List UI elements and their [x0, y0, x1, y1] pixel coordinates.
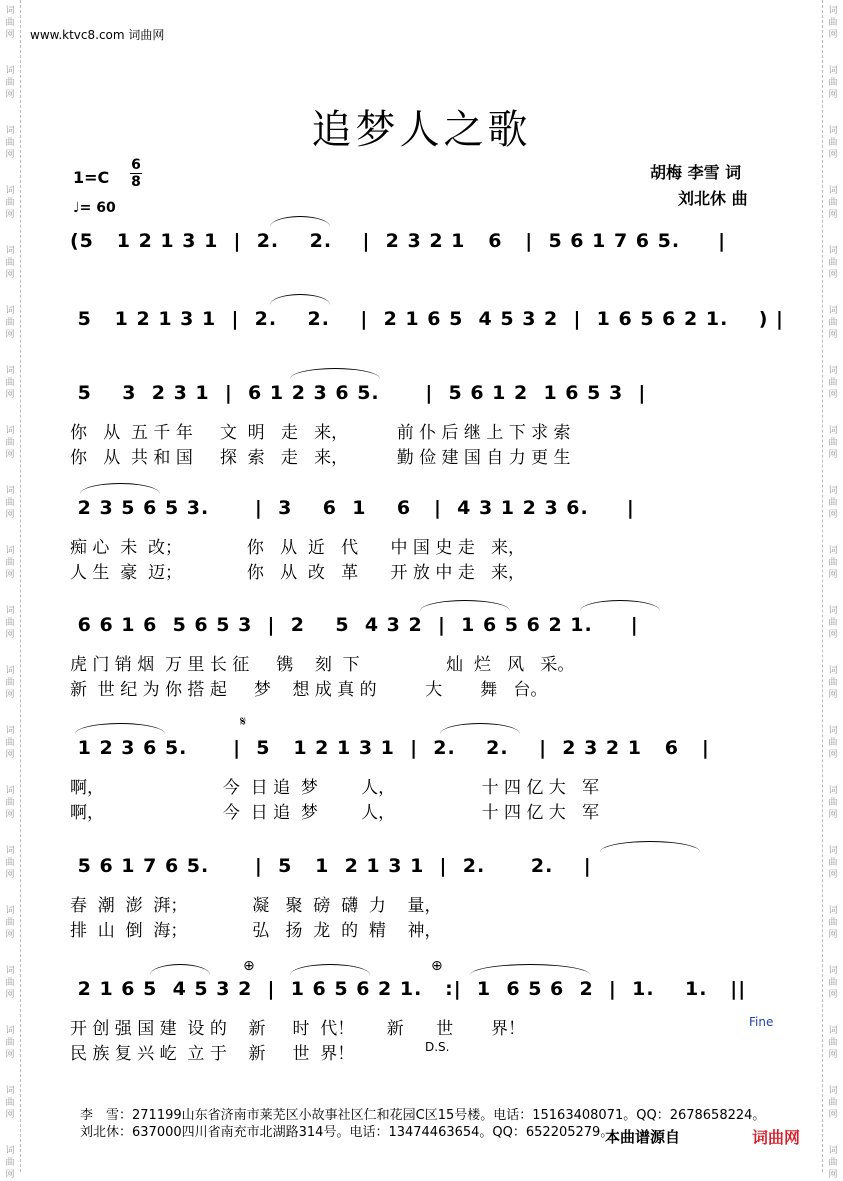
- watermark-text: 词 曲 网: [5, 426, 15, 460]
- watermark-text: 词 曲 网: [5, 1146, 15, 1180]
- watermark-text: 词 曲 网: [828, 246, 838, 280]
- coda-mark-2: ⊕: [431, 958, 443, 974]
- notation-line: [60, 737, 780, 767]
- site-url[interactable]: www.ktvc8.com 词曲网: [30, 28, 165, 42]
- lyric-line-1: 啊， 今 日 追 梦 人， 十 四 亿 大 军: [70, 778, 600, 798]
- coda-mark-1: ⊕: [243, 958, 255, 974]
- watermark-text: 词 曲 网: [828, 1146, 838, 1180]
- right-watermark-strip: [822, 0, 843, 1180]
- watermark-text: 词 曲 网: [5, 906, 15, 940]
- notation-text: 2 3 5 6 5 3. | 3 6 1 6 | 4 3 1 2 3 6. |: [70, 497, 635, 519]
- lyric-line-2: 啊， 今 日 追 梦 人， 十 四 亿 大 军: [70, 803, 600, 823]
- slur: [600, 841, 700, 852]
- watermark-text: 词 曲 网: [828, 1086, 838, 1120]
- watermark-text: 词 曲 网: [5, 1026, 15, 1060]
- time-signature: 6 8: [131, 157, 141, 190]
- watermark-text: 词 曲 网: [828, 1026, 838, 1060]
- watermark-text: 词 曲 网: [5, 966, 15, 1000]
- watermark-text: 词 曲 网: [5, 246, 15, 280]
- song-title: 追梦人之歌: [311, 107, 532, 153]
- watermark-text: 词 曲 网: [5, 486, 15, 520]
- slur: [80, 483, 160, 494]
- lyric-line-2: 排 山 倒 海； 弘 扬 龙 的 精 神，: [70, 921, 442, 941]
- watermark-text: 词 曲 网: [5, 606, 15, 640]
- notation-line: [60, 308, 784, 338]
- lyric-line-1: 开 创 强 国 建 设 的 新 时 代！ 新 世 界！: [70, 1019, 525, 1039]
- lyric-line-2: 你 从 共 和 国 探 索 走 来， 勤 俭 建 国 自 力 更 生: [70, 448, 571, 468]
- notation-line: [60, 382, 780, 412]
- footer-line-1: 李 雪：271199山东省济南市莱芜区小故事社区仁和花园C区15号楼。电话：15163408071。QQ：2678658224。: [80, 1108, 766, 1123]
- watermark-text: 词 曲 网: [5, 366, 15, 400]
- notation-text: 2 1 6 5 4 5 3 2 | 1 6 5 6 2 1. :| 1 6 5 6 2 | 1. 1. ||: [70, 978, 747, 1000]
- slur: [270, 294, 330, 305]
- slur: [440, 723, 520, 734]
- watermark-text: 词 曲 网: [5, 66, 15, 100]
- notation-text: 6 6 1 6 5 6 5 3 | 2 5 4 3 2 | 1 6 5 6 2 1. |: [70, 614, 639, 636]
- watermark-text: 词 曲 网: [828, 6, 838, 40]
- lyric-line-1: 你 从 五 千 年 文 明 走 来， 前 仆 后 继 上 下 求 索: [70, 423, 571, 443]
- watermark-text: 词 曲 网: [828, 606, 838, 640]
- fine-mark: Fine: [749, 1015, 774, 1029]
- notation-text: 1 2 3 6 5. | 5 1 2 1 3 1 | 2. 2. | 2 3 2 1 6 |: [70, 737, 710, 759]
- notation-text: 5 3 2 3 1 | 6 1 2 3 6 5. | 5 6 1 2 1 6 5 3 |: [70, 382, 647, 404]
- watermark-text: 词 曲 网: [828, 966, 838, 1000]
- watermark-text: 词 曲 网: [5, 1086, 15, 1120]
- watermark-text: 词 曲 网: [828, 186, 838, 220]
- lyric-line-1: 痴 心 未 改； 你 从 近 代 中 国 史 走 来，: [70, 538, 525, 558]
- watermark-text: 词 曲 网: [828, 66, 838, 100]
- slur: [290, 368, 380, 379]
- watermark-text: 词 曲 网: [5, 546, 15, 580]
- tempo-marking: ♩= 60: [73, 200, 116, 216]
- ds-mark: D.S.: [425, 1040, 450, 1054]
- notation-text: 5 1 2 1 3 1 | 2. 2. | 2 1 6 5 4 5 3 2 | 1 6 5 6 2 1. ) |: [70, 308, 784, 330]
- lyric-line-1: 虎 门 销 烟 万 里 长 征 镌 刻 下 灿 烂 风 采。: [70, 655, 575, 675]
- notation-text: (5 1 2 1 3 1 | 2. 2. | 2 3 2 1 6 | 5 6 1 7 6 5. |: [70, 230, 727, 252]
- source-label: 本曲谱源自: [605, 1128, 681, 1146]
- notation-line: [60, 855, 780, 885]
- site-logo[interactable]: 词曲网: [752, 1128, 801, 1147]
- slur: [290, 964, 370, 975]
- watermark-text: 词 曲 网: [828, 426, 838, 460]
- lyric-line-2: 新 世 纪 为 你 搭 起 梦 想 成 真 的 大 舞 台。: [70, 680, 548, 700]
- watermark-text: 词 曲 网: [5, 186, 15, 220]
- lyric-line-1: 春 潮 澎 湃； 凝 聚 磅 礴 力 量，: [70, 896, 442, 916]
- notation-line: [60, 978, 780, 1008]
- watermark-text: 词 曲 网: [828, 366, 838, 400]
- watermark-text: 词 曲 网: [5, 726, 15, 760]
- watermark-text: 词 曲 网: [828, 726, 838, 760]
- watermark-text: 词 曲 网: [5, 846, 15, 880]
- watermark-text: 词 曲 网: [5, 126, 15, 160]
- lyricist-credit: 胡梅 李雪 词: [650, 163, 742, 182]
- watermark-text: 词 曲 网: [828, 906, 838, 940]
- watermark-text: 词 曲 网: [828, 306, 838, 340]
- notation-line: [60, 614, 780, 644]
- lyric-line-2: 人 生 豪 迈； 你 从 改 革 开 放 中 走 来，: [70, 563, 525, 583]
- watermark-text: 词 曲 网: [828, 546, 838, 580]
- composer-credit: 刘北休 曲: [678, 189, 748, 208]
- key-signature: 1=C: [73, 168, 110, 187]
- watermark-text: 词 曲 网: [828, 786, 838, 820]
- watermark-text: 词 曲 网: [828, 126, 838, 160]
- slur: [75, 723, 165, 734]
- slur: [150, 964, 210, 975]
- segno-mark: 𝄋: [240, 714, 247, 730]
- left-watermark-strip: [0, 0, 21, 1180]
- watermark-text: 词 曲 网: [5, 306, 15, 340]
- notation-text: 5 6 1 7 6 5. | 5 1 2 1 3 1 | 2. 2. |: [70, 855, 592, 877]
- slur: [420, 600, 510, 611]
- watermark-text: 词 曲 网: [5, 666, 15, 700]
- watermark-text: 词 曲 网: [828, 486, 838, 520]
- slur: [470, 964, 590, 975]
- watermark-text: 词 曲 网: [828, 846, 838, 880]
- slur: [270, 216, 330, 227]
- watermark-text: 词 曲 网: [5, 6, 15, 40]
- notation-line: [60, 497, 780, 527]
- lyric-line-2: 民 族 复 兴 屹 立 于 新 世 界！: [70, 1044, 355, 1064]
- watermark-text: 词 曲 网: [828, 666, 838, 700]
- slur: [580, 600, 660, 611]
- notation-line: [60, 230, 780, 260]
- watermark-text: 词 曲 网: [5, 786, 15, 820]
- footer-line-2: 刘北休：637000四川省南充市北湖路314号。电话：13474463654。QQ：652205279。: [80, 1125, 614, 1140]
